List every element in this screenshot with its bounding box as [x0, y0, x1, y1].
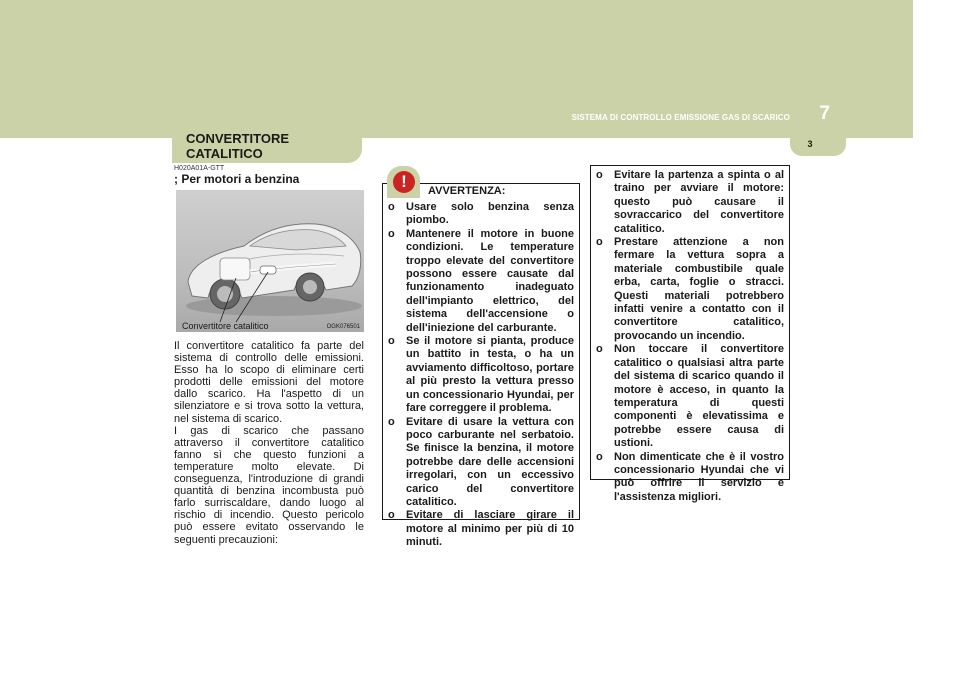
warning-item: o Usare solo benzina senza piombo.	[388, 201, 574, 227]
section-title: SISTEMA DI CONTROLLO EMISSIONE GAS DI SCARICO	[571, 113, 790, 122]
article-title: CONVERTITORE CATALITICO	[186, 131, 290, 161]
bullet-marker: o	[596, 450, 603, 463]
car-illustration	[176, 190, 364, 332]
warning-exclamation-icon: !	[393, 171, 415, 193]
warning-item: o Prestare attenzione a non fermare la vettura sopra a materiale combustibile quale erba, carta, foglie o stracci. Questi materiali potrebbero infatti venire a contatto con il convertitore catalitico, provocando un incendio.	[596, 236, 784, 342]
chapter-number: 7	[819, 103, 830, 124]
warning-item: o Evitare la partenza a spinta o al traino per avviare il motore: questo può causare il sovraccarico del convertitore catalitico.	[596, 169, 784, 235]
bullet-marker: o	[596, 343, 603, 356]
warning-list-right	[596, 169, 784, 504]
warning-item: o Evitare di usare la vettura con poco carburante nel serbatoio. Se finisce la benzina, il motore potrebbe dare delle accensioni irregolari, con un eccessivo carico del convertitore catalitico.	[388, 415, 574, 508]
page-number: 3	[807, 139, 813, 149]
article-body	[174, 340, 364, 546]
body-paragraph: I gas di scarico che passano attraverso il convertitore catalitico fanno sì che questo funzioni a temperature molto elevate. Di conseguenza, l'introduzione di grandi quantità di benzina incombusta può farlo surriscaldare, dando luogo al rischio di incendio. Questo pericolo può essere evitato osservando le seguenti precauzioni:	[174, 424, 364, 546]
warning-item: o Non toccare il convertitore catalitico o qualsiasi altra parte del sistema di scarico quando il motore è acceso, in quanto la temperatura di questi componenti è elevatissima e potrebbe essere causa di ustioni.	[596, 343, 784, 450]
car-figure	[176, 190, 364, 332]
figure-code: OGK076501	[326, 324, 360, 330]
figure-caption: Convertitore catalitico	[182, 321, 269, 331]
warning-item: o Mantenere il motore in buone condizioni. Le temperature troppo elevate del convertitore possono essere causate dal funzionamento inadeguato dell'impianto elettrico, del sistema dell'accensione o dell'iniezione del carburante.	[388, 227, 574, 334]
warning-item: o Non dimenticate che è il vostro concessionario Hyundai che vi può offrire il servizio e l'assistenza migliori.	[596, 450, 784, 503]
warning-list-left	[388, 201, 574, 550]
bullet-marker: o	[388, 227, 395, 240]
warning-item: o Evitare di lasciare girare il motore al minimo per più di 10 minuti.	[388, 509, 574, 549]
bullet-marker: o	[388, 509, 395, 522]
bullet-marker: o	[388, 201, 395, 213]
article-subheading: ; Per motori a benzina	[174, 172, 300, 186]
warning-heading: AVVERTENZA:	[428, 185, 506, 197]
body-paragraph: Il convertitore catalitico fa parte del sistema di controllo delle emissioni. Esso ha lo scopo di eliminare certi prodotti delle emissioni del motore dallo scarico. Ha l'aspetto di un silenziatore e si trova sotto la vettura, nel sistema di scarico.	[174, 340, 364, 425]
bullet-marker: o	[596, 169, 603, 181]
article-code: H020A01A-GTT	[174, 165, 225, 172]
warning-item: o Se il motore si pianta, produce un battito in testa, o ha un avviamento difficoltoso, portare al più presto la vettura presso un concessionario Hyundai, per fare correggere il problema.	[388, 335, 574, 415]
bullet-marker: o	[596, 236, 603, 249]
bullet-marker: o	[388, 415, 395, 428]
bullet-marker: o	[388, 335, 395, 348]
